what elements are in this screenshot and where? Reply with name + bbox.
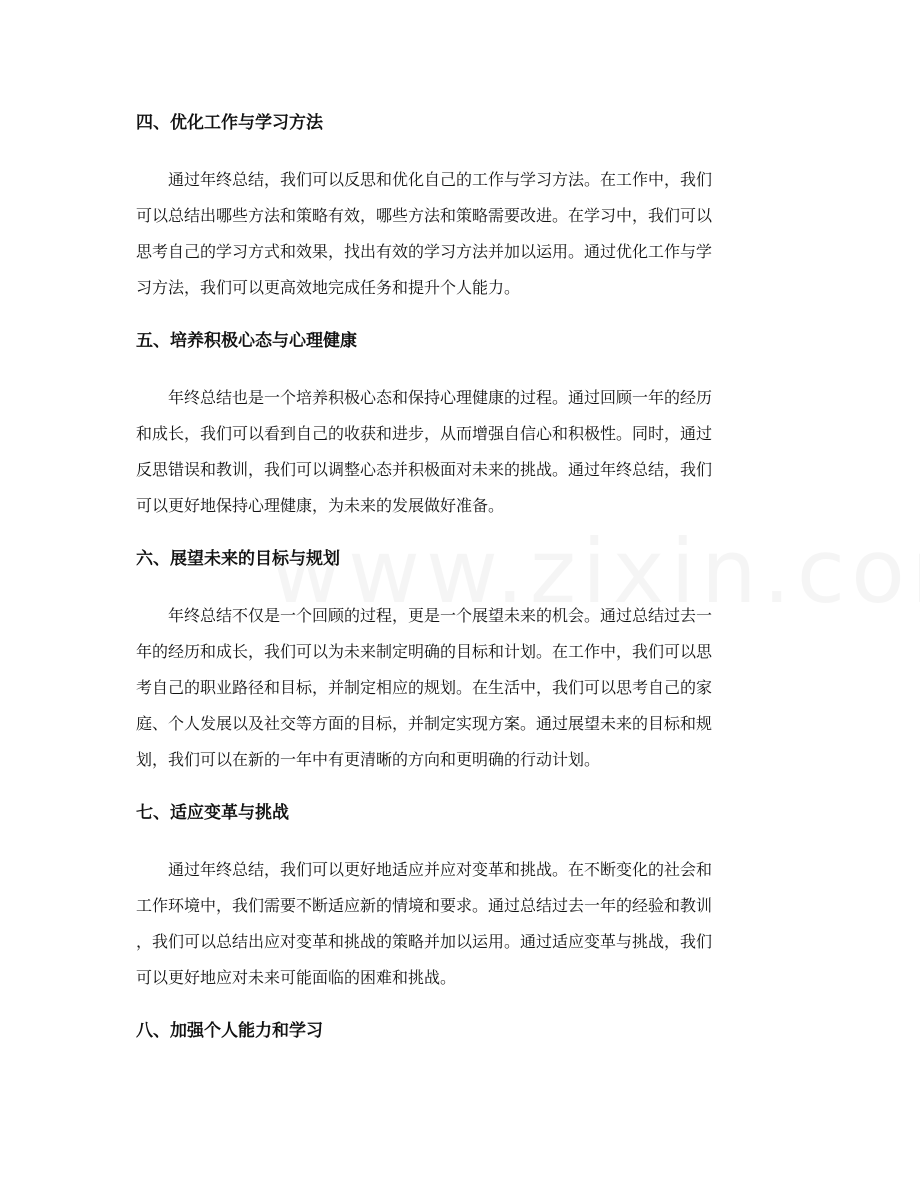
section-6	[136, 544, 788, 798]
paragraph-line: 年终总结也是一个培养积极心态和保持心理健康的过程。通过回顾一年的经历	[168, 388, 713, 407]
paragraph-line: 工作环境中，我们需要不断适应新的情境和要求。通过总结过去一年的经验和教训	[136, 896, 713, 915]
paragraph-line: 通过年终总结，我们可以更好地适应并应对变革和挑战。在不断变化的社会和	[168, 860, 713, 879]
paragraph-line: ，我们可以总结出应对变革和挑战的策略并加以运用。通过适应变革与挑战，我们	[136, 932, 713, 951]
paragraph-line: 和成长，我们可以看到自己的收获和进步，从而增强自信心和积极性。同时，通过	[136, 424, 713, 443]
paragraph-line: 可以总结出哪些方法和策略有效，哪些方法和策略需要改进。在学习中，我们可以	[136, 206, 713, 225]
paragraph-line: 思考自己的学习方式和效果，找出有效的学习方法并加以运用。通过优化工作与学	[136, 242, 713, 261]
section-5	[136, 326, 788, 544]
paragraph-line: 反思错误和教训，我们可以调整心态并积极面对未来的挑战。通过年终总结，我们	[136, 460, 713, 479]
section-heading: 六、展望未来的目标与规划	[136, 549, 340, 569]
section-heading: 八、加强个人能力和学习	[136, 1021, 323, 1041]
paragraph-line: 年终总结不仅是一个回顾的过程，更是一个展望未来的机会。通过总结过去一	[168, 606, 713, 625]
paragraph-line: 庭、个人发展以及社交等方面的目标，并制定实现方案。通过展望未来的目标和规	[136, 714, 713, 733]
section-paragraph	[136, 852, 788, 996]
section-paragraph	[136, 380, 788, 524]
section-8	[136, 1016, 788, 1046]
paragraph-line: 通过年终总结，我们可以反思和优化自己的工作与学习方法。在工作中，我们	[168, 170, 713, 189]
document-page	[136, 108, 788, 1046]
section-heading: 四、优化工作与学习方法	[136, 113, 323, 133]
paragraph-line: 年的经历和成长，我们可以为未来制定明确的目标和计划。在工作中，我们可以思	[136, 642, 713, 661]
section-paragraph	[136, 598, 788, 778]
paragraph-line: 习方法，我们可以更高效地完成任务和提升个人能力。	[136, 278, 521, 297]
paragraph-line: 考自己的职业路径和目标，并制定相应的规划。在生活中，我们可以思考自己的家	[136, 678, 713, 697]
paragraph-line: 划，我们可以在新的一年中有更清晰的方向和更明确的行动计划。	[136, 750, 601, 769]
paragraph-line: 可以更好地保持心理健康，为未来的发展做好准备。	[136, 496, 505, 515]
section-paragraph	[136, 162, 788, 306]
section-4	[136, 108, 788, 326]
section-7	[136, 798, 788, 1016]
section-heading: 五、培养积极心态与心理健康	[136, 331, 357, 351]
section-heading: 七、适应变革与挑战	[136, 803, 289, 823]
paragraph-line: 可以更好地应对未来可能面临的困难和挑战。	[136, 968, 457, 987]
